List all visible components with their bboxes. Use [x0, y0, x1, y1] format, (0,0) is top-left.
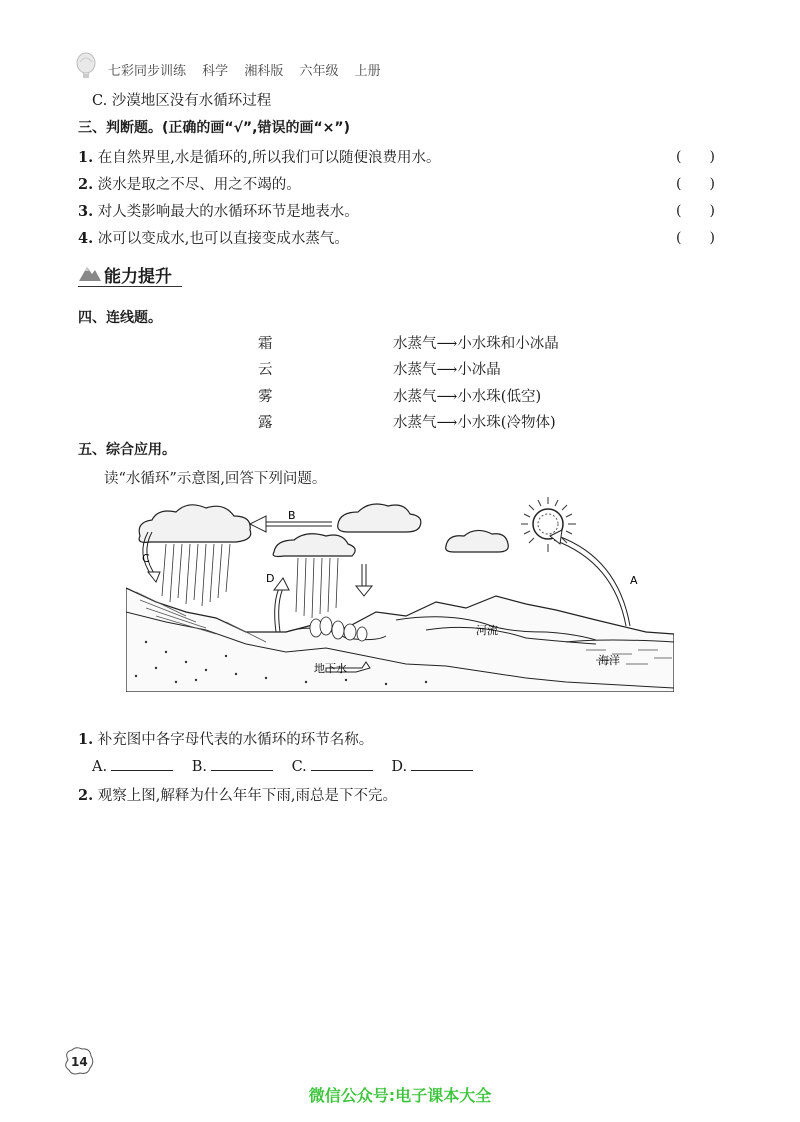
blank-d-input[interactable]: [411, 756, 473, 771]
q2-number: 2.: [78, 787, 94, 804]
match-left-dew[interactable]: 露: [258, 415, 273, 431]
section5-title: 五、综合应用。: [78, 442, 176, 458]
arrow-b: [250, 509, 332, 532]
arrow-down: [356, 564, 372, 596]
page-number-badge: [62, 1046, 96, 1076]
label-groundwater: 地下水: [314, 662, 347, 675]
section4-title: 四、连线题。: [78, 310, 162, 326]
item-number: 1.: [78, 149, 94, 166]
item-text: 淡水是取之不尽、用之不竭的。: [97, 177, 301, 193]
blank-a-input[interactable]: [111, 756, 173, 771]
header-subject: 科学: [202, 64, 229, 79]
match-to: 小水珠(冷物体): [457, 415, 556, 431]
page-number: 14: [71, 1055, 88, 1069]
long-arrow-icon: ⟶: [436, 415, 458, 431]
match-to: 小水珠(低空): [457, 389, 542, 405]
item-number: 3.: [78, 203, 94, 220]
question-1: [78, 728, 373, 749]
item-number: 2.: [78, 176, 94, 193]
match-left-cloud[interactable]: 云: [258, 362, 273, 378]
header-volume: 上册: [354, 64, 381, 79]
footer-watermark: 微信公众号:电子课本大全: [308, 1086, 492, 1105]
blank-a-label: A.: [92, 759, 108, 775]
long-arrow-icon: ⟶: [436, 389, 458, 405]
blank-d-label: D.: [391, 759, 408, 775]
match-right-2[interactable]: [393, 358, 501, 379]
blank-b-input[interactable]: [211, 756, 273, 771]
match-from: 水蒸气: [393, 415, 437, 431]
match-to: 小水珠和小冰晶: [457, 336, 559, 352]
option-c: C. 沙漠地区没有水循环过程: [92, 93, 272, 109]
answer-parens[interactable]: ( ): [676, 203, 715, 219]
item-text: 在自然界里,水是循环的,所以我们可以随便浪费用水。: [97, 150, 441, 166]
mountain-icon: [78, 262, 102, 282]
q2-text: 观察上图,解释为什么年年下雨,雨总是下不完。: [97, 788, 397, 804]
item-text: 冰可以变成水,也可以直接变成水蒸气。: [97, 231, 349, 247]
match-right-1[interactable]: [393, 332, 559, 353]
header-edition: 湘科版: [244, 64, 284, 79]
landscape: [126, 588, 674, 692]
label-river: 河流: [476, 624, 498, 637]
q1-text: 补充图中各字母代表的水循环的环节名称。: [97, 732, 374, 748]
section3-title: 三、判断题。(正确的画“√”,错误的画“×”): [78, 120, 350, 136]
label-b: B: [288, 509, 296, 522]
long-arrow-icon: ⟶: [436, 362, 458, 378]
arrow-d: [266, 572, 289, 632]
match-from: 水蒸气: [393, 362, 437, 378]
judge-item-4: [78, 227, 349, 248]
judge-item-3: [78, 200, 359, 221]
ability-title: 能力提升: [104, 267, 172, 287]
page-header: [108, 60, 393, 79]
match-from: 水蒸气: [393, 336, 437, 352]
blank-c-label: C.: [291, 759, 307, 775]
match-right-3[interactable]: [393, 385, 541, 406]
water-cycle-figure: [126, 492, 674, 692]
sun-icon: [521, 497, 576, 552]
blank-b-label: B.: [191, 759, 207, 775]
match-from: 水蒸气: [393, 389, 437, 405]
cloud-icon: [338, 504, 421, 532]
header-grade: 六年级: [299, 64, 339, 79]
label-ocean: 海洋: [598, 654, 620, 667]
figure-intro: 读“水循环”示意图,回答下列问题。: [104, 471, 327, 487]
question-2: [78, 784, 397, 805]
match-left-frost[interactable]: 霜: [258, 336, 273, 352]
answer-parens[interactable]: ( ): [676, 176, 715, 192]
q1-number: 1.: [78, 731, 94, 748]
cloud-icon: [139, 505, 251, 543]
blank-c-input[interactable]: [311, 756, 373, 771]
judge-item-1: [78, 146, 440, 167]
long-arrow-icon: ⟶: [436, 336, 458, 352]
label-d: D: [266, 572, 275, 585]
match-right-4[interactable]: [393, 411, 556, 432]
judge-item-2: [78, 173, 301, 194]
answer-parens[interactable]: ( ): [676, 230, 715, 246]
answer-parens[interactable]: ( ): [676, 149, 715, 165]
heading-underline: [78, 286, 182, 287]
answer-blanks: [92, 756, 473, 775]
header-series: 七彩同步训练: [108, 64, 187, 79]
cloud-icon: [273, 534, 355, 557]
cloud-icon: [446, 530, 509, 552]
label-c: C: [142, 552, 150, 565]
match-to: 小冰晶: [457, 362, 501, 378]
match-left-fog[interactable]: 雾: [258, 389, 273, 405]
item-number: 4.: [78, 230, 94, 247]
balloon-logo-icon: [74, 52, 102, 80]
label-a: A: [630, 574, 638, 587]
item-text: 对人类影响最大的水循环环节是地表水。: [97, 204, 359, 220]
